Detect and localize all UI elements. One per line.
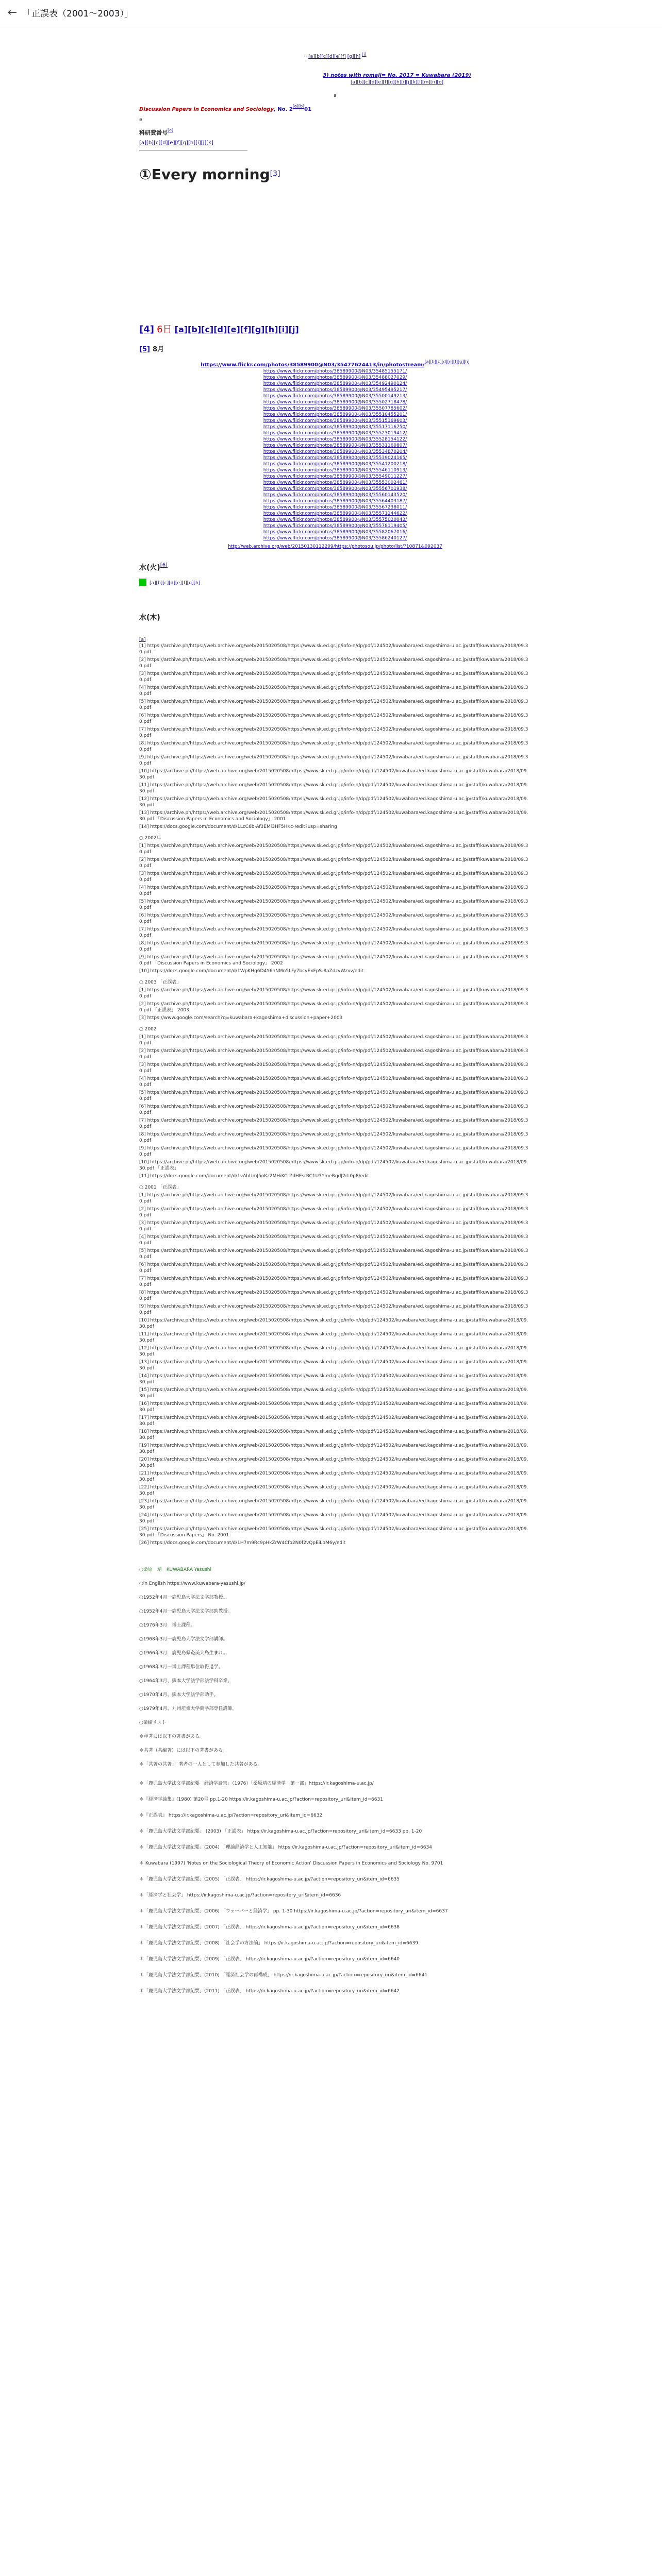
reference-item: [6] https://archive.ph/https://web.archive.org/web/2015020508/https://www.sk.ed.gr.jp/info-n/dp/pdf/124502/kuwabara/ed.kagoshima-u.ac.jp/staff/kuwabara/2018/09.30.pdf [139,1104,528,1115]
reference-item: [1] https://archive.ph/https://web.archive.org/web/2015020508/https://www.sk.ed.gr.jp/info-n/dp/pdf/124502/kuwabara/ed.kagoshima-u.ac.jp/staff/kuwabara/2018/09.30.pdf [139,988,528,999]
reference-item: [3] https://archive.ph/https://web.archive.org/web/2015020508/https://www.sk.ed.gr.jp/info-n/dp/pdf/124502/kuwabara/ed.kagoshima-u.ac.jp/staff/kuwabara/2018/09.30.pdf [139,671,528,683]
flickr-link[interactable]: https://www.flickr.com/photos/38589900@N03/35556701938/ [263,486,407,492]
reference-item: [8] https://archive.ph/https://web.archive.org/web/2015020508/https://www.sk.ed.gr.jp/info-n/dp/pdf/124502/kuwabara/ed.kagoshima-u.ac.jp/staff/kuwabara/2018/09.30.pdf [139,941,528,952]
flickr-link[interactable]: https://www.flickr.com/photos/38589900@N03/35517116750/ [263,425,407,430]
subhead-block [139,127,531,137]
caption-block [139,72,531,86]
reference-item: [2] https://archive.ph/https://web.archive.org/web/2015020508/https://www.sk.ed.gr.jp/info-n/dp/pdf/124502/kuwabara/ed.kagoshima-u.ac.jp/staff/kuwabara/2018/09.30.pdf [139,657,528,669]
bio-note: ＊「鹿児島大学法文学部紀要」(2007) 「正誤表」 https://ir.kagoshima-u.ac.jp/?action=repository_uri&item_id=6638 [139,1925,400,1930]
reference-item: [7] https://archive.ph/https://web.archive.org/web/2015020508/https://www.sk.ed.gr.jp/info-n/dp/pdf/124502/kuwabara/ed.kagoshima-u.ac.jp/staff/kuwabara/2018/09.30.pdf [139,727,528,738]
flickr-link[interactable]: https://www.flickr.com/photos/38589900@N03/35582067016/ [263,530,407,535]
flickr-link[interactable]: https://www.flickr.com/photos/38589900@N03/35500149213/ [263,394,407,399]
reference-item: [10] https://archive.ph/https://web.archive.org/web/2015020508/https://www.sk.ed.gr.jp/info-n/dp/pdf/124502/kuwabara/ed.kagoshima-u.ac.jp/staff/kuwabara/2018/09.30.pdf [139,1318,528,1329]
bio-line: ○1979年4月、九州産業大学商学部専任講師。 [139,1706,237,1711]
bio-note: ＊「鹿児島大学法文学部紀要」(2011) 「正誤表」 https://ir.kagoshima-u.ac.jp/?action=repository_uri&item_id=6642 [139,1989,400,1994]
top-links-refs-a[interactable]: [a][b][c][d][e][f] [308,54,346,59]
water2-label: 水(木) [139,614,160,622]
caption-red: Discussion Papers in Economics and Sociology [139,107,274,112]
bio-line: ○業績リスト [139,1720,167,1725]
bio-note: ＊「鹿児島大学法文学部紀要」(2006) 「ウェーバーと経済学」 pp. 1-30 https://ir.kagoshima-u.ac.jp/?action=repository_uri&item_id=6637 [139,1909,448,1914]
reference-item: [2] https://archive.ph/https://web.archive.org/web/2015020508/https://www.sk.ed.gr.jp/info-n/dp/pdf/124502/kuwabara/ed.kagoshima-u.ac.jp/staff/kuwabara/2018/09.30.pdf [139,1207,528,1218]
reference-item: [17] https://archive.ph/https://web.archive.org/web/2015020508/https://www.sk.ed.gr.jp/info-n/dp/pdf/124502/kuwabara/ed.kagoshima-u.ac.jp/staff/kuwabara/2018/09.30.pdf [139,1415,528,1427]
green-square-icon [139,579,146,586]
bio-section [139,1567,531,1768]
bio-note: ＊「経済学と社会学」 https://ir.kagoshima-u.ac.jp/?action=repository_uri&item_id=6636 [139,1893,341,1898]
bio-note: ＊「鹿児島大学法文学部紀要」(2004) 「理論経済学と人工知能」 https://ir.kagoshima-u.ac.jp/?action=repository_uri&item_id=6634 [139,1845,432,1850]
reference-item: [10] https://docs.google.com/document/d/1WpKHg6D4Y6hNMn5LFy7bcyExFpS-8aZdzvWzvv/edit [139,969,364,974]
month-heading [139,344,531,353]
reference-item: [4] https://archive.ph/https://web.archive.org/web/2015020508/https://www.sk.ed.gr.jp/info-n/dp/pdf/124502/kuwabara/ed.kagoshima-u.ac.jp/staff/kuwabara/2018/09.30.pdf [139,885,528,896]
bio-note: ＊「鹿児島大学法文学部紀要 経済学論集」（1976）「桑原靖の経済学 第一部」https://ir.kagoshima-u.ac.jp/ [139,1781,374,1786]
reference-item: [2] https://archive.ph/https://web.archive.org/web/2015020508/https://www.sk.ed.gr.jp/info-n/dp/pdf/124502/kuwabara/ed.kagoshima-u.ac.jp/staff/kuwabara/2018/09.30.pdf [139,857,528,869]
bio-line: ○1964年3月、熊本大学法学部法学科卒業。 [139,1679,233,1684]
top-bar [0,0,662,25]
day-num[interactable]: [4] [139,324,154,335]
subhead: 科研費番号 [139,129,168,136]
flickr-link[interactable]: https://www.flickr.com/photos/38589900@N03/35541200218/ [263,462,407,467]
reference-item: [1] https://archive.ph/https://web.archive.org/web/2015020508/https://www.sk.ed.gr.jp/info-n/dp/pdf/124502/kuwabara/ed.kagoshima-u.ac.jp/staff/kuwabara/2018/09.30.pdf [139,643,528,655]
flickr-link[interactable]: https://www.flickr.com/photos/38589900@N03/35586240127/ [263,536,407,541]
flickr-link[interactable]: https://www.flickr.com/photos/38589900@N03/35523019412/ [263,431,407,436]
references-2001b [139,1184,531,1546]
day-label: 6日 [157,324,172,335]
caption-red-num: 01 [304,107,312,112]
flickr-link[interactable]: https://www.flickr.com/photos/38589900@N03/35564403187/ [263,499,407,504]
bio-line: ＊単著には以下の著書がある。 [139,1734,205,1739]
mark-a-2: a [139,117,142,122]
caption-blue-sub[interactable]: [a][b][c][d][e][f][g][h][i][j][k][l][m][n][o] [350,80,444,85]
back-arrow-icon[interactable]: ← [7,6,18,19]
reference-item: [5] https://archive.ph/https://web.archive.org/web/2015020508/https://www.sk.ed.gr.jp/info-n/dp/pdf/124502/kuwabara/ed.kagoshima-u.ac.jp/staff/kuwabara/2018/09.30.pdf [139,1090,528,1101]
bio-note: ＊「鹿児島大学法文学部紀要」(2010) 「経済社会学の再構成」 https://ir.kagoshima-u.ac.jp/?action=repository_uri&item_id=6641 [139,1973,427,1978]
day-heading [139,322,531,335]
bio-note: ＊「鹿児島大学法文学部紀要」(2005) 「正誤表」 https://ir.kagoshima-u.ac.jp/?action=repository_uri&item_id=6635 [139,1877,400,1882]
caption-red-block [139,103,531,113]
reference-item: [13] https://archive.ph/https://web.archive.org/web/2015020508/https://www.sk.ed.gr.jp/info-n/dp/pdf/124502/kuwabara/ed.kagoshima-u.ac.jp/staff/kuwabara/2018/09.30.pdf [139,1360,528,1371]
top-links-line [139,52,531,60]
top-links-refs-b[interactable]: [g][h] [347,54,361,59]
bio-line: ○1952年4月一鹿児島大学法文学部教授。 [139,1595,228,1600]
flickr-main-line [139,359,531,368]
reference-item: [5] https://archive.ph/https://web.archive.org/web/2015020508/https://www.sk.ed.gr.jp/info-n/dp/pdf/124502/kuwabara/ed.kagoshima-u.ac.jp/staff/kuwabara/2018/09.30.pdf [139,899,528,910]
refs3-head: ○ 2003 「正誤表」 [139,980,181,985]
bio-line: ＊共著（共編著）には以下の著書がある。 [139,1748,228,1753]
flickr-link[interactable]: https://www.flickr.com/photos/38589900@N03/35575020043/ [263,517,407,522]
flickr-main-link[interactable]: https://www.flickr.com/photos/38589900@N03/35477624413/in/photostream/ [201,362,425,368]
flickr-link[interactable]: https://www.flickr.com/photos/38589900@N03/35531160807/ [263,443,407,448]
reference-item: [7] https://archive.ph/https://web.archive.org/web/2015020508/https://www.sk.ed.gr.jp/info-n/dp/pdf/124502/kuwabara/ed.kagoshima-u.ac.jp/staff/kuwabara/2018/09.30.pdf [139,1118,528,1129]
refs2-head: ○ 2002年 [139,836,161,841]
bio-line: ○1968年3月一博士課程単位取得退学。 [139,1665,223,1670]
bio-notes [139,1781,531,1995]
reference-item: [12] https://archive.ph/https://web.archive.org/web/2015020508/https://www.sk.ed.gr.jp/info-n/dp/pdf/124502/kuwabara/ed.kagoshima-u.ac.jp/staff/kuwabara/2018/09.30.pdf [139,796,528,808]
reference-item: [7] https://archive.ph/https://web.archive.org/web/2015020508/https://www.sk.ed.gr.jp/info-n/dp/pdf/124502/kuwabara/ed.kagoshima-u.ac.jp/staff/kuwabara/2018/09.30.pdf [139,927,528,938]
reference-item: [5] https://archive.ph/https://web.archive.org/web/2015020508/https://www.sk.ed.gr.jp/info-n/dp/pdf/124502/kuwabara/ed.kagoshima-u.ac.jp/staff/kuwabara/2018/09.30.pdf [139,699,528,710]
reference-item: [16] https://archive.ph/https://web.archive.org/web/2015020508/https://www.sk.ed.gr.jp/info-n/dp/pdf/124502/kuwabara/ed.kagoshima-u.ac.jp/staff/kuwabara/2018/09.30.pdf [139,1401,528,1413]
water1-sup[interactable]: [6] [160,562,168,568]
reference-item: [7] https://archive.ph/https://web.archive.org/web/2015020508/https://www.sk.ed.gr.jp/info-n/dp/pdf/124502/kuwabara/ed.kagoshima-u.ac.jp/staff/kuwabara/2018/09.30.pdf [139,1276,528,1287]
reference-item: [14] https://docs.google.com/document/d/1LcC6b-Af3EMi3HF5HKc-/edit?usp=sharing [139,824,337,829]
reference-item: [8] https://archive.ph/https://web.archive.org/web/2015020508/https://www.sk.ed.gr.jp/info-n/dp/pdf/124502/kuwabara/ed.kagoshima-u.ac.jp/staff/kuwabara/2018/09.30.pdf [139,1290,528,1301]
top-links-prefix: ·· [304,54,307,59]
bio-note: ＊『経済学論集』(1980) 第20号 pp.1-20 https://ir.kagoshima-u.ac.jp/?action=repository_uri&item_id=6631 [139,1797,383,1802]
flickr-link[interactable]: https://www.flickr.com/photos/38589900@N03/35502718478/ [263,400,407,405]
reference-item: [1] https://archive.ph/https://web.archive.org/web/2015020508/https://www.sk.ed.gr.jp/info-n/dp/pdf/124502/kuwabara/ed.kagoshima-u.ac.jp/staff/kuwabara/2018/09.30.pdf [139,1035,528,1046]
reference-item: [9] https://archive.ph/https://web.archive.org/web/2015020508/https://www.sk.ed.gr.jp/info-n/dp/pdf/124502/kuwabara/ed.kagoshima-u.ac.jp/staff/kuwabara/2018/09.30.pdf [139,1146,528,1157]
water1-refs[interactable]: [a][b][c][d][e][f][g][h] [150,581,201,586]
mark-a: a [334,93,337,98]
flickr-link[interactable]: https://www.flickr.com/photos/38589900@N03/35549011227/ [263,474,407,479]
flickr-link[interactable]: https://www.flickr.com/photos/38589900@N03/35488027029/ [263,375,407,380]
archive-link[interactable]: http://web.archive.org/web/20150130112209/https://photosou.jp/photo/list/?10871&092037 [228,544,442,549]
flickr-link[interactable]: https://www.flickr.com/photos/38589900@N03/35560143520/ [263,493,407,498]
reference-item: [11] https://archive.ph/https://web.archive.org/web/2015020508/https://www.sk.ed.gr.jp/info-n/dp/pdf/124502/kuwabara/ed.kagoshima-u.ac.jp/staff/kuwabara/2018/09.30.pdf [139,1332,528,1343]
top-links-ref-i[interactable]: [i] [362,52,367,57]
bio-line: ○1966年3月 鹿児島県奄美大島生まれ。 [139,1651,228,1656]
caption-blue-link[interactable]: 3) notes with romaji= No. 2017 = Kuwabara (2019) [323,73,471,78]
reference-item: [3] https://archive.ph/https://web.archive.org/web/2015020508/https://www.sk.ed.gr.jp/info-n/dp/pdf/124502/kuwabara/ed.kagoshima-u.ac.jp/staff/kuwabara/2018/09.30.pdf [139,871,528,883]
every-morning-title: ①Every morning [139,166,270,183]
reference-item: [24] https://archive.ph/https://web.archive.org/web/2015020508/https://www.sk.ed.gr.jp/info-n/dp/pdf/124502/kuwabara/ed.kagoshima-u.ac.jp/staff/kuwabara/2018/09.30.pdf [139,1513,528,1524]
reference-item: [4] https://archive.ph/https://web.archive.org/web/2015020508/https://www.sk.ed.gr.jp/info-n/dp/pdf/124502/kuwabara/ed.kagoshima-u.ac.jp/staff/kuwabara/2018/09.30.pdf [139,1234,528,1246]
reference-item: [20] https://archive.ph/https://web.archive.org/web/2015020508/https://www.sk.ed.gr.jp/info-n/dp/pdf/124502/kuwabara/ed.kagoshima-u.ac.jp/staff/kuwabara/2018/09.30.pdf [139,1457,528,1468]
reference-item: [15] https://archive.ph/https://web.archive.org/web/2015020508/https://www.sk.ed.gr.jp/info-n/dp/pdf/124502/kuwabara/ed.kagoshima-u.ac.jp/staff/kuwabara/2018/09.30.pdf [139,1387,528,1399]
references-2002b [139,1026,531,1179]
reference-item: [22] https://archive.ph/https://web.archive.org/web/2015020508/https://www.sk.ed.gr.jp/info-n/dp/pdf/124502/kuwabara/ed.kagoshima-u.ac.jp/staff/kuwabara/2018/09.30.pdf [139,1485,528,1496]
month-label: 8月 [153,346,164,353]
subhead-sup[interactable]: [a] [168,127,174,132]
reference-item: [3] https://archive.ph/https://web.archive.org/web/2015020508/https://www.sk.ed.gr.jp/info-n/dp/pdf/124502/kuwabara/ed.kagoshima-u.ac.jp/staff/kuwabara/2018/09.30.pdf [139,1221,528,1232]
flickr-link[interactable]: https://www.flickr.com/photos/38589900@N03/35571144622/ [263,511,407,516]
water1-label: 水(火) [139,564,160,572]
references-2001 [139,637,531,830]
reference-item: [9] https://archive.ph/https://web.archive.org/web/2015020508/https://www.sk.ed.gr.jp/info-n/dp/pdf/124502/kuwabara/ed.kagoshima-u.ac.jp/staff/kuwabara/2018/09.30.pdf [139,755,528,766]
flickr-link[interactable]: https://www.flickr.com/photos/38589900@N03/35528154122/ [263,437,407,442]
reference-item: [8] https://archive.ph/https://web.archive.org/web/2015020508/https://www.sk.ed.gr.jp/info-n/dp/pdf/124502/kuwabara/ed.kagoshima-u.ac.jp/staff/kuwabara/2018/09.30.pdf [139,1132,528,1143]
bio-note: ＊「鹿児島大学法文学部紀要」 (2003) 「正誤表」 https://ir.kagoshima-u.ac.jp/?action=repository_uri&item_id=6633 pp. 1-20 [139,1829,422,1834]
reference-item: [6] https://archive.ph/https://web.archive.org/web/2015020508/https://www.sk.ed.gr.jp/info-n/dp/pdf/124502/kuwabara/ed.kagoshima-u.ac.jp/staff/kuwabara/2018/09.30.pdf [139,713,528,724]
flickr-link[interactable]: https://www.flickr.com/photos/38589900@N03/35485155171/ [263,369,407,374]
reference-item: [26] https://docs.google.com/document/d/1H7m9Rc9pHkZrW4Cfo2N0f2vQpEiLbM6y/edit [139,1540,346,1546]
reference-item: [18] https://archive.ph/https://web.archive.org/web/2015020508/https://www.sk.ed.gr.jp/info-n/dp/pdf/124502/kuwabara/ed.kagoshima-u.ac.jp/staff/kuwabara/2018/09.30.pdf [139,1429,528,1440]
reference-item: [4] https://archive.ph/https://web.archive.org/web/2015020508/https://www.sk.ed.gr.jp/info-n/dp/pdf/124502/kuwabara/ed.kagoshima-u.ac.jp/staff/kuwabara/2018/09.30.pdf [139,685,528,697]
references-2003 [139,979,531,1021]
day-refs[interactable]: [a][b][c][d][e][f][g][h][i][j] [174,325,299,334]
reference-item: [6] https://archive.ph/https://web.archive.org/web/2015020508/https://www.sk.ed.gr.jp/info-n/dp/pdf/124502/kuwabara/ed.kagoshima-u.ac.jp/staff/kuwabara/2018/09.30.pdf [139,1262,528,1274]
reference-item: [10] https://archive.ph/https://web.archive.org/web/2015020508/https://www.sk.ed.gr.jp/info-n/dp/pdf/124502/kuwabara/ed.kagoshima-u.ac.jp/staff/kuwabara/2018/09.30.pdf [139,769,528,780]
page-title: 「正誤表（2001〜2003）」 [23,8,134,19]
flickr-link[interactable]: https://www.flickr.com/photos/38589900@N03/35534870204/ [263,449,407,454]
every-morning-sup[interactable]: [3] [270,170,280,178]
bio-note: ＊ Kuwabara (1997) 'Notes on the Sociological Theory of Economic Action' Discussion Papers in Economics and Sociology No. 9701 [139,1861,443,1866]
flickr-main-sup[interactable]: [a][b][c][d][e][f][g][h] [424,359,470,364]
bio-note: ＊「鹿児島大学法文学部紀要」(2008) 「社会学の方法論」 https://ir.kagoshima-u.ac.jp/?action=repository_uri&item_id=6639 [139,1941,418,1946]
reference-item: [14] https://archive.ph/https://web.archive.org/web/2015020508/https://www.sk.ed.gr.jp/info-n/dp/pdf/124502/kuwabara/ed.kagoshima-u.ac.jp/staff/kuwabara/2018/09.30.pdf [139,1374,528,1385]
flickr-link[interactable]: https://www.flickr.com/photos/38589900@N03/35495495217/ [263,387,407,393]
reference-item: [1] https://archive.ph/https://web.archive.org/web/2015020508/https://www.sk.ed.gr.jp/info-n/dp/pdf/124502/kuwabara/ed.kagoshima-u.ac.jp/staff/kuwabara/2018/09.30.pdf [139,1193,528,1204]
reference-item: [23] https://archive.ph/https://web.archive.org/web/2015020508/https://www.sk.ed.gr.jp/info-n/dp/pdf/124502/kuwabara/ed.kagoshima-u.ac.jp/staff/kuwabara/2018/09.30.pdf [139,1499,528,1510]
reference-item: [9] https://archive.ph/https://web.archive.org/web/2015020508/https://www.sk.ed.gr.jp/info-n/dp/pdf/124502/kuwabara/ed.kagoshima-u.ac.jp/staff/kuwabara/2018/09.30.pdf [139,1304,528,1315]
bio-line: ○1976年3月 博士課程。 [139,1623,195,1628]
document-body [139,46,531,2004]
reference-item: [1] https://archive.ph/https://web.archive.org/web/2015020508/https://www.sk.ed.gr.jp/info-n/dp/pdf/124502/kuwabara/ed.kagoshima-u.ac.jp/staff/kuwabara/2018/09.30.pdf [139,843,528,855]
reference-item: [2] https://archive.ph/https://web.archive.org/web/2015020508/https://www.sk.ed.gr.jp/info-n/dp/pdf/124502/kuwabara/ed.kagoshima-u.ac.jp/staff/kuwabara/2018/09.30.pdf 「正誤表」 2003 [139,1002,528,1013]
flickr-link[interactable]: https://www.flickr.com/photos/38589900@N03/35507785602/ [263,406,407,411]
references-2002 [139,835,531,974]
reference-item: [25] https://archive.ph/https://web.archive.org/web/2015020508/https://www.sk.ed.gr.jp/info-n/dp/pdf/124502/kuwabara/ed.kagoshima-u.ac.jp/staff/kuwabara/2018/09.30.pdf 「Discussion Papers」 No. 2001 [139,1527,528,1538]
refs5-head: ○ 2001 「正誤表」 [139,1185,181,1190]
bio-line: ○1970年4月、熊本大学法学部助手。 [139,1692,219,1698]
refs-intro[interactable]: [a] [139,637,146,642]
bio-line: ＊「共著の共著」：著者の一人として参加した共著がある。 [139,1762,262,1767]
bio-note: ＊「鹿児島大学法文学部紀要」(2009) 「正誤表」 https://ir.kagoshima-u.ac.jp/?action=repository_uri&item_id=6640 [139,1957,400,1962]
refs4-head: ○ 2002 [139,1027,157,1032]
reference-item: [13] https://archive.ph/https://web.archive.org/web/2015020508/https://www.sk.ed.gr.jp/info-n/dp/pdf/124502/kuwabara/ed.kagoshima-u.ac.jp/staff/kuwabara/2018/09.30.pdf 「Discussion Papers in Economics and Sociology」 2001 [139,810,528,822]
reference-item: [5] https://archive.ph/https://web.archive.org/web/2015020508/https://www.sk.ed.gr.jp/info-n/dp/pdf/124502/kuwabara/ed.kagoshima-u.ac.jp/staff/kuwabara/2018/09.30.pdf [139,1248,528,1260]
bio-line: ○in English https://www.kuwabara-yasushi.jp/ [139,1581,245,1586]
reference-item: [3] https://www.google.com/search?q=kuwabara+kagoshima+discussion+paper+2003 [139,1015,343,1021]
reference-item: [8] https://archive.ph/https://web.archive.org/web/2015020508/https://www.sk.ed.gr.jp/info-n/dp/pdf/124502/kuwabara/ed.kagoshima-u.ac.jp/staff/kuwabara/2018/09.30.pdf [139,741,528,752]
every-morning-heading [139,166,531,183]
flickr-link[interactable]: https://www.flickr.com/photos/38589900@N03/35510455201/ [263,412,407,417]
reference-item: [2] https://archive.ph/https://web.archive.org/web/2015020508/https://www.sk.ed.gr.jp/info-n/dp/pdf/124502/kuwabara/ed.kagoshima-u.ac.jp/staff/kuwabara/2018/09.30.pdf [139,1048,528,1060]
bio-line: ○1968年3月一鹿児島大学法文学部講師。 [139,1637,228,1642]
bio-line: ○1952年4月一鹿児島大学法文学部助教授。 [139,1609,233,1614]
flickr-link[interactable]: https://www.flickr.com/photos/38589900@N03/35515369603/ [263,418,407,423]
reference-item: [3] https://archive.ph/https://web.archive.org/web/2015020508/https://www.sk.ed.gr.jp/info-n/dp/pdf/124502/kuwabara/ed.kagoshima-u.ac.jp/staff/kuwabara/2018/09.30.pdf [139,1062,528,1074]
caption-red-tail: , No. 2 [273,107,293,112]
links-row[interactable]: [a][b][c][d][e][f][g][h][i][j][k] [139,140,213,146]
bio-head: ○桑原 靖 KUWABARA Yasushi [139,1567,211,1572]
caption-red-sup[interactable]: [a][b] [292,104,305,109]
reference-item: [4] https://archive.ph/https://web.archive.org/web/2015020508/https://www.sk.ed.gr.jp/info-n/dp/pdf/124502/kuwabara/ed.kagoshima-u.ac.jp/staff/kuwabara/2018/09.30.pdf [139,1076,528,1088]
water1-heading [139,562,531,572]
month-num[interactable]: [5] [139,346,150,353]
flickr-link[interactable]: https://www.flickr.com/photos/38589900@N03/35539024165/ [263,455,407,461]
reference-item: [9] https://archive.ph/https://web.archive.org/web/2015020508/https://www.sk.ed.gr.jp/info-n/dp/pdf/124502/kuwabara/ed.kagoshima-u.ac.jp/staff/kuwabara/2018/09.30.pdf 「Discussion Papers in Economics and Sociology」 2002 [139,955,528,966]
water2-heading [139,612,531,622]
reference-item: [21] https://archive.ph/https://web.archive.org/web/2015020508/https://www.sk.ed.gr.jp/info-n/dp/pdf/124502/kuwabara/ed.kagoshima-u.ac.jp/staff/kuwabara/2018/09.30.pdf [139,1471,528,1482]
reference-item: [6] https://archive.ph/https://web.archive.org/web/2015020508/https://www.sk.ed.gr.jp/info-n/dp/pdf/124502/kuwabara/ed.kagoshima-u.ac.jp/staff/kuwabara/2018/09.30.pdf [139,913,528,924]
reference-item: [19] https://archive.ph/https://web.archive.org/web/2015020508/https://www.sk.ed.gr.jp/info-n/dp/pdf/124502/kuwabara/ed.kagoshima-u.ac.jp/staff/kuwabara/2018/09.30.pdf [139,1443,528,1454]
flickr-link[interactable]: https://www.flickr.com/photos/38589900@N03/35492490124/ [263,381,407,386]
bio-note: ＊『正誤表』 https://ir.kagoshima-u.ac.jp/?action=repository_uri&item_id=6632 [139,1813,323,1818]
flickr-link[interactable]: https://www.flickr.com/photos/38589900@N03/35553002461/ [263,480,407,485]
water1-green-row [139,577,531,586]
flickr-link[interactable]: https://www.flickr.com/photos/38589900@N03/35567238011/ [263,505,407,510]
flickr-list [139,359,531,550]
reference-item: [10] https://archive.ph/https://web.archive.org/web/2015020508/https://www.sk.ed.gr.jp/info-n/dp/pdf/124502/kuwabara/ed.kagoshima-u.ac.jp/staff/kuwabara/2018/09.30.pdf 「正誤表」 [139,1160,528,1171]
reference-item: [11] https://docs.google.com/document/d/1vAbUmJ5oKz2MHiKCrZdHEsrRC1U3YmeRqdJ2rL0p8/edit [139,1174,369,1179]
reference-item: [11] https://archive.ph/https://web.archive.org/web/2015020508/https://www.sk.ed.gr.jp/info-n/dp/pdf/124502/kuwabara/ed.kagoshima-u.ac.jp/staff/kuwabara/2018/09.30.pdf [139,783,528,794]
flickr-link[interactable]: https://www.flickr.com/photos/38589900@N03/35578119405/ [263,523,407,529]
reference-item: [12] https://archive.ph/https://web.archive.org/web/2015020508/https://www.sk.ed.gr.jp/info-n/dp/pdf/124502/kuwabara/ed.kagoshima-u.ac.jp/staff/kuwabara/2018/09.30.pdf [139,1346,528,1357]
flickr-link[interactable]: https://www.flickr.com/photos/38589900@N03/35546110913/ [263,468,407,473]
